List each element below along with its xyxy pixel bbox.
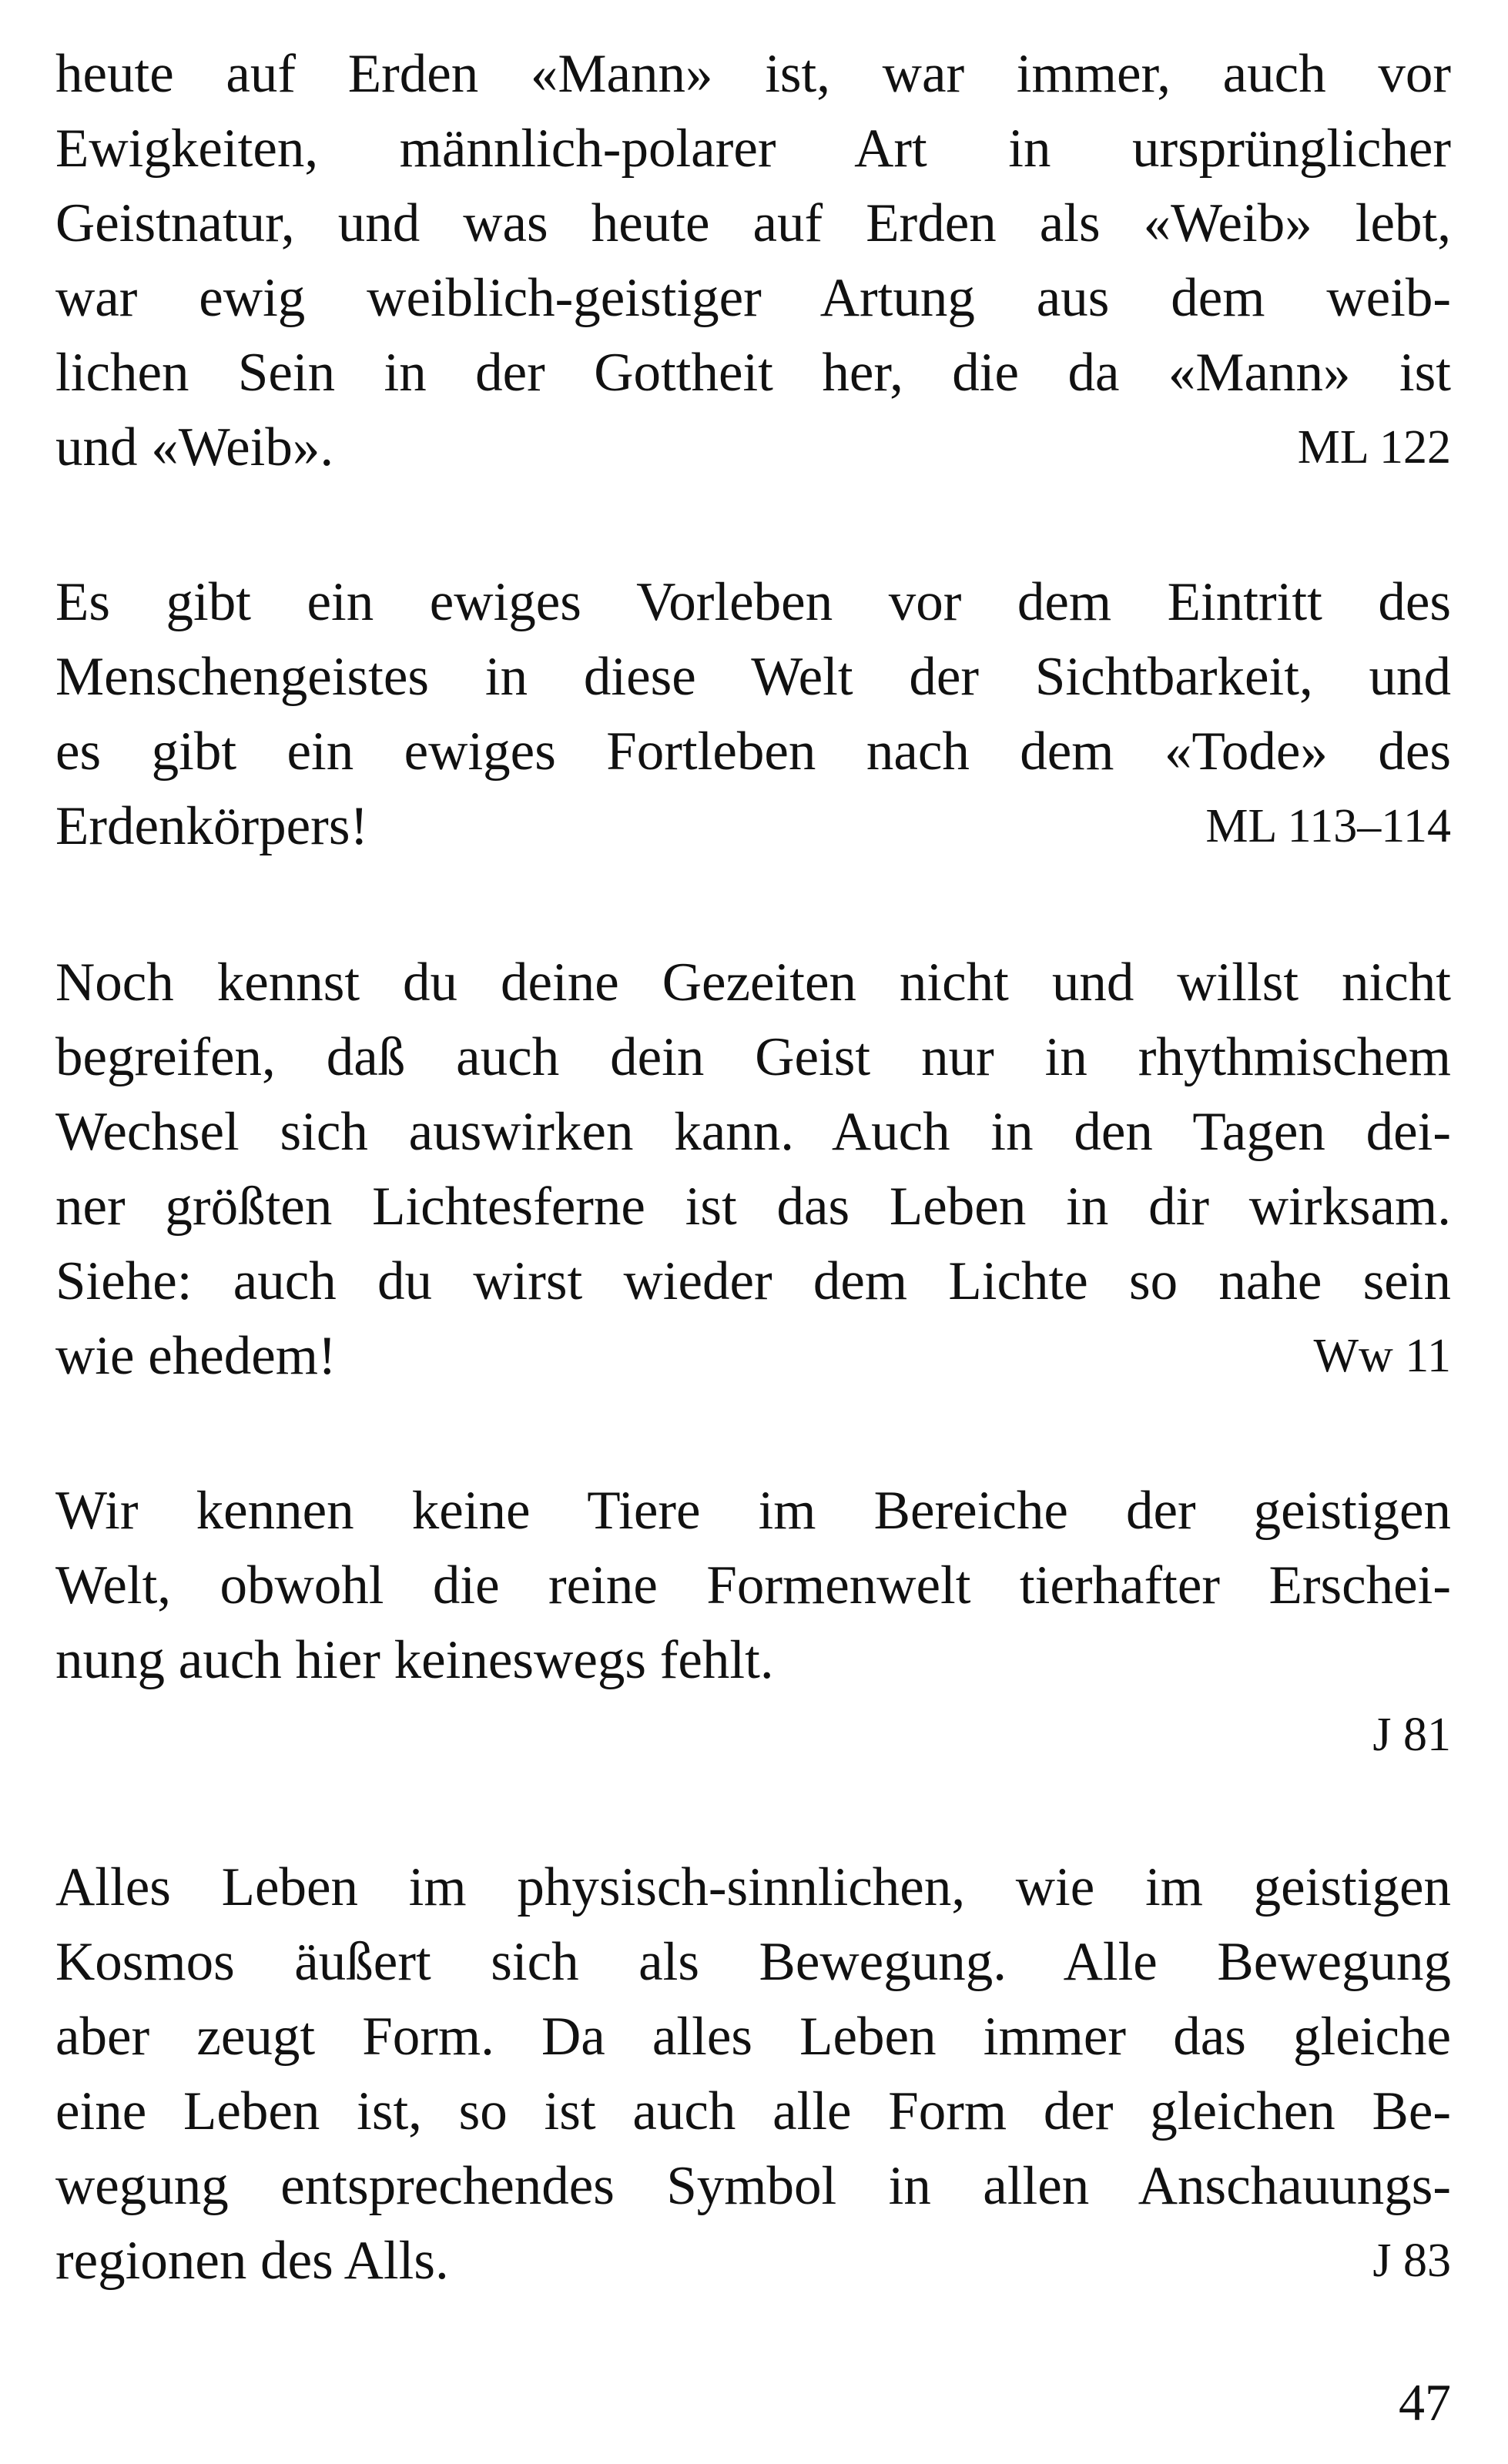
passage-2-line-1: Es gibt ein ewiges Vorleben vor dem Eintritt des (55, 572, 1451, 632)
passage-4-line-1: Wir kennen keine Tiere im Bereiche der geistigen (55, 1481, 1451, 1541)
passage-2-reference: ML 113–114 (1205, 800, 1451, 852)
passage-3-line-1: Noch kennst du deine Gezeiten nicht und willst nicht (55, 952, 1451, 1013)
passage-4-line-2: Welt, obwohl die reine Formenwelt tierhafter Erschei- (55, 1555, 1451, 1615)
passage-1-line-6: und «Weib». (55, 417, 334, 477)
passage-3-line-5: Siehe: auch du wirst wieder dem Lichte so nahe sein (55, 1251, 1451, 1311)
passage-4-line-3: nung auch hier keineswegs fehlt. (55, 1630, 774, 1690)
passage-1-line-2: Ewigkeiten, männlich-polarer Art in ursprünglicher (55, 119, 1451, 179)
passage-5-line-1: Alles Leben im physisch-sinnlichen, wie im geistigen (55, 1857, 1451, 1917)
page-number: 47 (1399, 2373, 1451, 2432)
passage-5-line-2: Kosmos äußert sich als Bewegung. Alle Bewegung (55, 1932, 1451, 1992)
passage-2-line-3: es gibt ein ewiges Fortleben nach dem «Tode» des (55, 721, 1451, 782)
passage-1-line-1: heute auf Erden «Mann» ist, war immer, auch vor (55, 44, 1451, 104)
passage-5-line-6: regionen des Alls. (55, 2231, 449, 2291)
passage-5 (55, 1850, 1451, 2298)
passage-5-line-4: eine Leben ist, so ist auch alle Form der gleichen Be- (55, 2081, 1451, 2141)
passage-5-line-5: wegung entsprechendes Symbol in allen Anschauungs- (55, 2156, 1451, 2216)
passage-3-line-6: wie ehedem! (55, 1326, 337, 1386)
passage-3-line-2: begreifen, daß auch dein Geist nur in rhythmischem (55, 1027, 1451, 1087)
passage-4 (55, 1474, 1451, 1698)
passage-1-line-4: war ewig weiblich-geistiger Artung aus dem weib- (55, 268, 1451, 328)
passage-1-line-3: Geistnatur, und was heute auf Erden als «Weib» lebt, (55, 193, 1451, 253)
passage-5-reference: J 83 (1372, 2235, 1451, 2287)
passage-3-line-4: ner größten Lichtesferne ist das Leben in dir wirksam. (55, 1177, 1451, 1237)
passage-3-line-3: Wechsel sich auswirken kann. Auch in den Tagen dei- (55, 1102, 1451, 1162)
passage-3-reference: Ww 11 (1313, 1330, 1451, 1382)
passage-2-line-2: Menschengeistes in diese Welt der Sichtbarkeit, und (55, 647, 1451, 707)
passage-1 (55, 37, 1451, 485)
passage-2-line-4: Erdenkörpers! (55, 796, 369, 856)
passage-3 (55, 946, 1451, 1394)
passage-4-reference: J 81 (1372, 1709, 1451, 1761)
passage-1-line-5: lichen Sein in der Gottheit her, die da «Mann» ist (55, 343, 1451, 403)
passage-1-reference: ML 122 (1297, 421, 1451, 474)
passage-5-line-3: aber zeugt Form. Da alles Leben immer das gleiche (55, 2007, 1451, 2067)
